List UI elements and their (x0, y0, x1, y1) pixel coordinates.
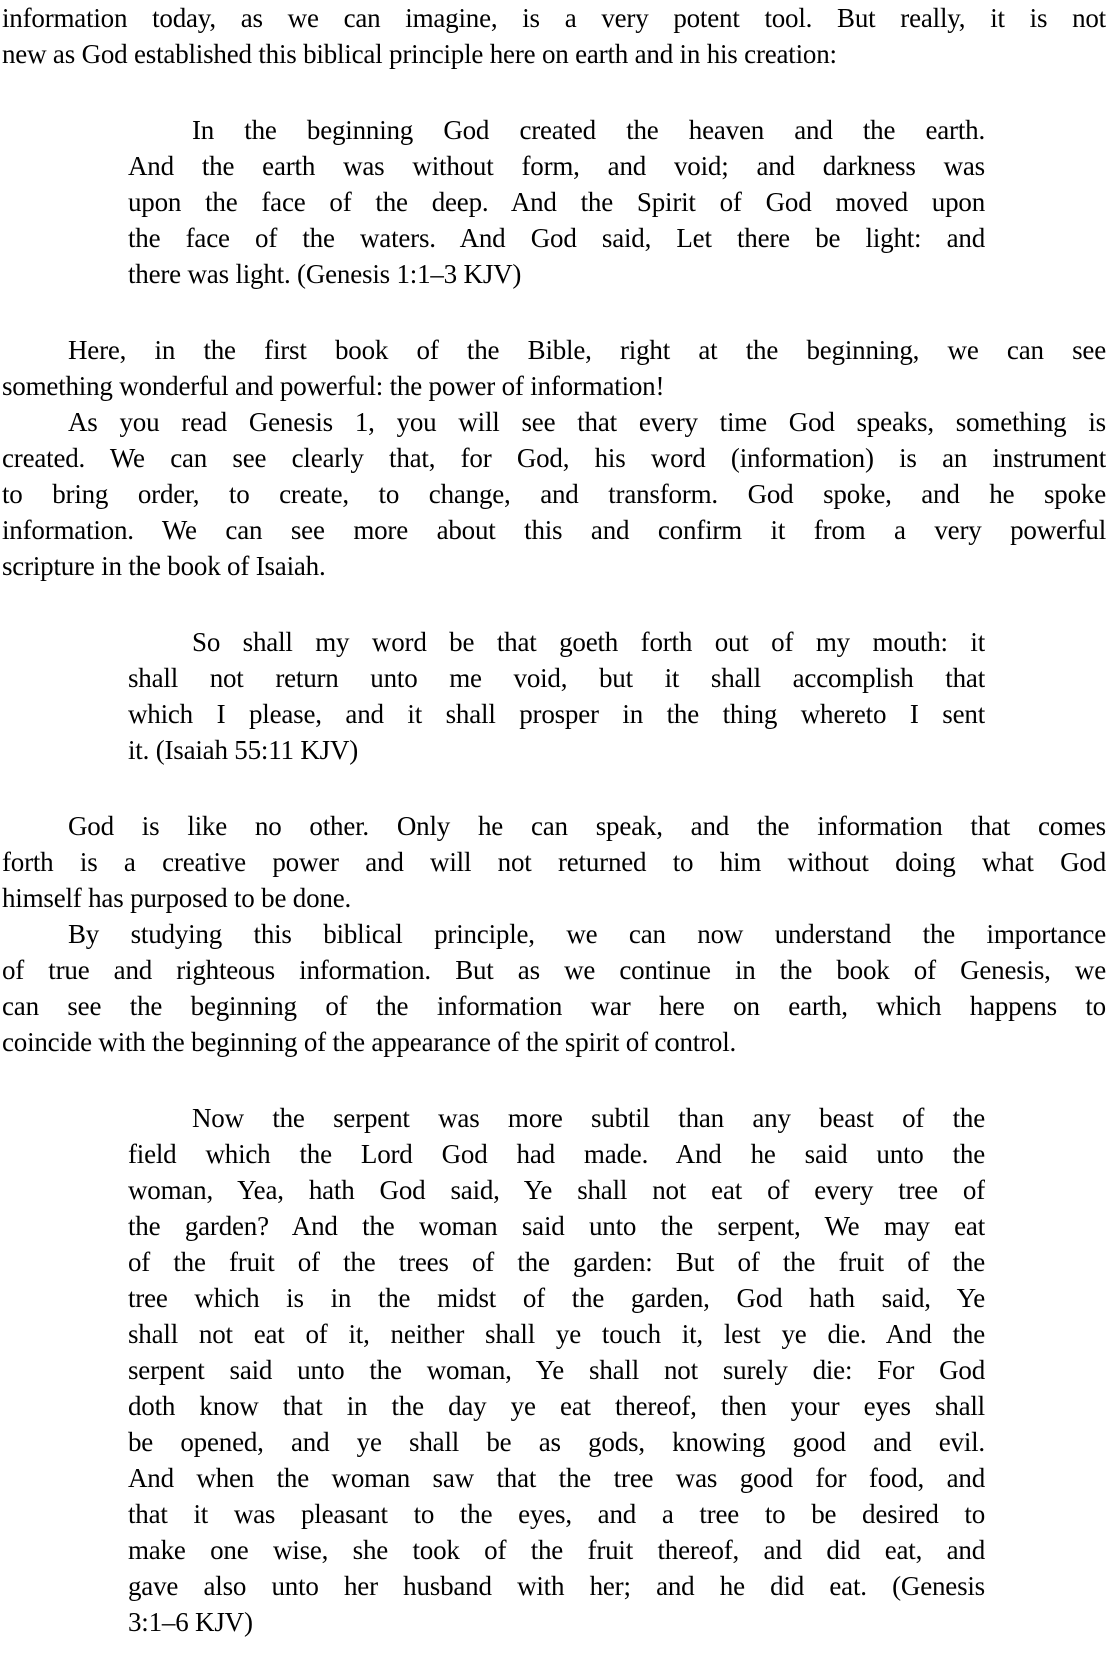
text-line: make one wise, she took of the fruit thereof, and did eat, and (128, 1535, 985, 1565)
text-line: field which the Lord God had made. And he said unto the (128, 1139, 985, 1169)
text-line: By studying this biblical principle, we can now understand the importance (68, 919, 1106, 949)
text-line: shall not eat of it, neither shall ye touch it, lest ye die. And the (128, 1319, 985, 1349)
text-line: shall not return unto me void, but it shall accomplish that (128, 663, 985, 693)
text-line: And when the woman saw that the tree was good for food, and (128, 1463, 985, 1493)
text-line: it. (Isaiah 55:11 KJV) (128, 735, 359, 765)
text-line: tree which is in the midst of the garden, God hath said, Ye (128, 1283, 985, 1313)
paragraph (2, 332, 1106, 404)
text-line: to bring order, to create, to change, and transform. God spoke, and he spoke (2, 479, 1106, 509)
text-line: the face of the waters. And God said, Let there be light: and (128, 223, 985, 253)
text-line: new as God established this biblical principle here on earth and in his creation: (2, 39, 837, 69)
paragraph (2, 808, 1106, 916)
text-line: serpent said unto the woman, Ye shall not surely die: For God (128, 1355, 985, 1385)
text-line: God is like no other. Only he can speak, and the information that comes (68, 811, 1106, 841)
text-line: As you read Genesis 1, you will see that every time God speaks, something is (68, 407, 1106, 437)
text-line: scripture in the book of Isaiah. (2, 551, 326, 581)
text-line: that it was pleasant to the eyes, and a tree to be desired to (128, 1499, 985, 1529)
text-line: information today, as we can imagine, is a very potent tool. But really, it is not (2, 3, 1106, 33)
text-line: And the earth was without form, and void; and darkness was (128, 151, 985, 181)
paragraph (2, 0, 1106, 72)
text-line: himself has purposed to be done. (2, 883, 352, 913)
text-line: woman, Yea, hath God said, Ye shall not eat of every tree of (128, 1175, 985, 1205)
text-line: In the beginning God created the heaven and the earth. (192, 115, 985, 145)
text-line: gave also unto her husband with her; and he did eat. (Genesis (128, 1571, 985, 1601)
text-line: which I please, and it shall prosper in the thing whereto I sent (128, 699, 985, 729)
paragraph (2, 916, 1106, 1060)
text-line: of the fruit of the trees of the garden: But of the fruit of the (128, 1247, 985, 1277)
text-line: forth is a creative power and will not returned to him without doing what God (2, 847, 1106, 877)
text-line: information. We can see more about this and confirm it from a very powerful (2, 515, 1106, 545)
text-line: upon the face of the deep. And the Spirit of God moved upon (128, 187, 985, 217)
text-line: be opened, and ye shall be as gods, knowing good and evil. (128, 1427, 985, 1457)
text-line: there was light. (Genesis 1:1–3 KJV) (128, 259, 522, 289)
paragraph (2, 404, 1106, 584)
text-line: coincide with the beginning of the appearance of the spirit of control. (2, 1027, 737, 1057)
text-line: the garden? And the woman said unto the serpent, We may eat (128, 1211, 985, 1241)
text-line: created. We can see clearly that, for God, his word (information) is an instrument (2, 443, 1106, 473)
scripture-quote-isaiah-55 (128, 624, 985, 768)
text-line: something wonderful and powerful: the power of information! (2, 371, 665, 401)
text-line: Now the serpent was more subtil than any beast of the (192, 1103, 985, 1133)
scripture-quote-genesis-3 (128, 1100, 985, 1640)
text-line: So shall my word be that goeth forth out of my mouth: it (192, 627, 985, 657)
scripture-quote-genesis-1 (128, 112, 985, 292)
text-line: doth know that in the day ye eat thereof, then your eyes shall (128, 1391, 985, 1421)
text-line: Here, in the first book of the Bible, right at the beginning, we can see (68, 335, 1106, 365)
text-line: of true and righteous information. But as we continue in the book of Genesis, we (2, 955, 1106, 985)
text-line: 3:1–6 KJV) (128, 1607, 253, 1637)
text-line: can see the beginning of the information war here on earth, which happens to (2, 991, 1106, 1021)
